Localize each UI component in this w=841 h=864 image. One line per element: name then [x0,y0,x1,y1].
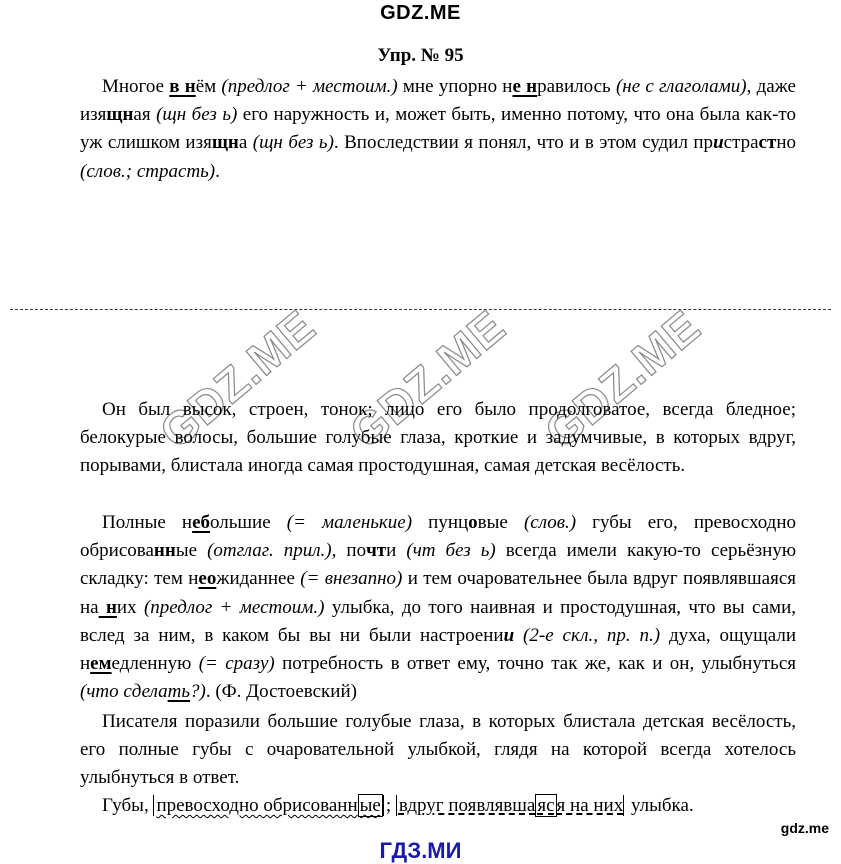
exercise-title: Упр. № 95 [377,45,464,66]
watermark: GDZ.ME [339,299,515,459]
site-footer-logo[interactable]: ГДЗ.МИ [379,838,462,863]
site-header-logo[interactable]: GDZ.ME [380,2,461,24]
paragraph-text-2: Писателя поразили большие голубые глаза, в которых блистала детская весёлость, его полные губы с очаровательной улыбкой, глядя на которой всегда хотелось улыбнуться в ответ. [80,711,796,789]
paragraph-phrase-analysis: Губы, превосходно обрисованн ые ; вдруг появлявша яс я на них улыбка. [102,795,694,816]
paragraph-analysis-1: Многое в нём (предлог + местоим.) мне упорно не нравилось (не с глаголами), даже изящная (щн без ь) его наружность и, может быть, именно потому, что она была как-то уж слишком изящна (щн без ь). Впоследствии я понял, что и в этом судил пристрастно (слов.; страсть). [80,76,796,182]
paragraph-text-1: Он был высок, строен, тонок; лицо его было продолговатое, всегда бледное; белокурые волосы, большие голубые глаза, кроткие и задумчивые, в которых вдруг, порывами, блистала иногда самая простодушная, самая детская весёлость. [80,399,796,477]
watermark: GDZ.ME [534,299,710,459]
paragraph-analysis-2: Полные небольшие (= маленькие) пунцовые (слов.) губы его, превосходно обрисованные (отглаг. прил.), почти (чт без ь) всегда имели какую-то серьёзную складку: тем неожиданнее (= внезапно) и тем очаровательнее была вдруг появлявшаяся на них (предлог + местоим.) улыбка, до того наивная и простодушная, что вы сами, вслед за ним, в каком бы вы ни были настроении (2-е скл., пр. п.) духа, ощущали немедленную (= сразу) потребность в ответ ему, точно так же, как и он, улыбнуться (что сделать?). (Ф. Достоевский) [80,512,797,703]
watermark: GDZ.ME [149,299,325,459]
site-corner-label[interactable]: gdz.me [780,820,829,836]
section-divider [10,309,831,310]
